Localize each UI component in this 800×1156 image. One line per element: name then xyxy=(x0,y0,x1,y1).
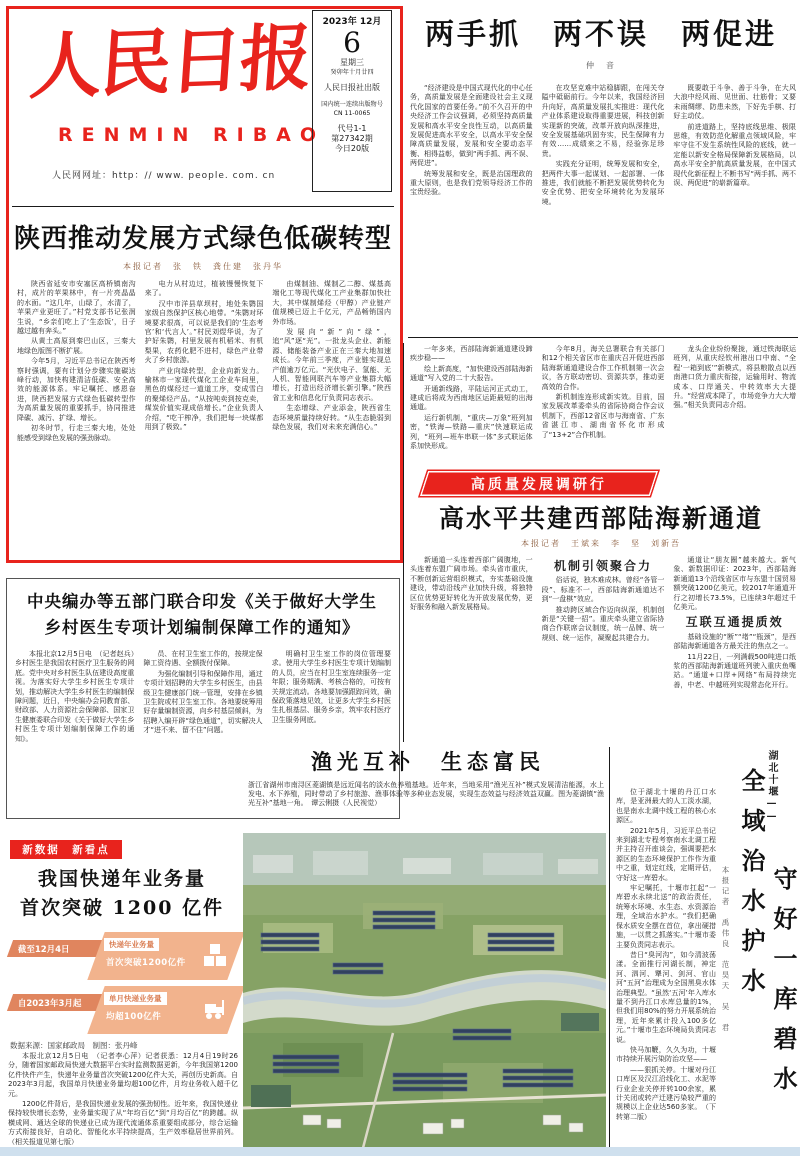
infographic-band1-tab: 快递年业务量 xyxy=(104,938,159,951)
lead-col-1 xyxy=(17,280,136,550)
paragraph: 本报北京12月5日电 （记者李心萍）记者获悉：12月4日19时26分，随着国家邮政局快递大数据平台实时监测数据更新，今年我国第1200亿件快件产生，快递年业务量首次突破1200亿件大关，再创历史新高。自2023年3月起，我国单月快递业务量均超100亿件，月均业务收入超千亿元。 xyxy=(8,1052,238,1098)
infographic-band2-tab: 单月快递业务量 xyxy=(104,992,167,1005)
section-divider xyxy=(408,337,798,338)
pages-today: 今日20版 xyxy=(334,143,370,153)
shiyan-body xyxy=(616,788,716,1148)
paragraph: 产业向绿转型，企业向新发力。榆林市一家现代煤化工企业车间里，黑色的煤经过一道道工序，变成雪白的聚烯烃产品。“从按吨卖到按克卖，煤炭价值实现成倍增长。”企业负责人介绍，“吃干榨净，我们把每一块煤都用到了极致。” xyxy=(144,366,264,432)
corridor-subhead-1: 机制引领聚合力 xyxy=(554,559,653,573)
paragraph: 在攻坚克难中站稳脚跟，在闯关夺隘中砥砺前行。今年以来，我国经济回升向好，高质量发展扎实推进：现代化产业体系建设取得重要进展，科技创新实现新的突破，改革开放向纵深推进，安全发展基础巩固夯实，民生保障有力有效……成绩来之不易，经验弥足珍贵。 xyxy=(541,84,665,158)
column-divider xyxy=(609,747,610,1148)
photo-caption: 浙江省湖州市南浔区菱湖镇是远近闻名的淡水鱼养殖基地。近年来，当地采用“渔光互补”模式发展清洁能源，水上发电、水下养殖，同时带动了乡村旅游、渔事体验等多种业态发展，实现生态效益与经济效益双赢。图为菱湖镇“渔光互补”基地一角。 谭云俐摄（人民视觉） xyxy=(248,781,604,808)
notice-col-2 xyxy=(143,650,262,808)
issue-number: 第27342期 xyxy=(331,133,373,143)
corridor-col-3-text xyxy=(673,633,796,690)
page-bottom-band xyxy=(0,1147,800,1156)
editorial-body xyxy=(410,84,796,332)
express-infographic xyxy=(8,930,238,1036)
corridor-intro-col-3 xyxy=(673,345,796,467)
corridor-col-2 xyxy=(542,556,665,740)
shiyan-kicker: 湖北十堰—— xyxy=(766,750,777,824)
paragraph: 统筹发展和安全，既是治国理政的重大原则，也是我们党领导经济工作的宝贵经验。 xyxy=(410,169,533,197)
news-badge: 新数据 新看点 xyxy=(10,840,122,859)
paragraph: “经济建设是中国式现代化的中心任务，高质量发展是全面建设社会主义现代化国家的首要任务。”前不久召开的中央经济工作会议强调，必须坚持高质量发展和高水平安全良性互动，以高质量发展促进高水平安全，以高水平安全保障高质量发展，发展和安全要动态平衡、相得益彰，做到“两手抓、两不误、两促进”。 xyxy=(410,84,533,168)
paragraph: 汉中市洋县草坝村，地处朱鹮国家级自然保护区核心地带。“朱鹮对环境要求很高，可以说是我们的‘生态考官’和‘代言人’。”村民刘煜华说，为了护好朱鹮，村里发展有机稻米、有机梨果，农药化肥不进村，绿色产业带火了乡村旅游。 xyxy=(144,299,264,365)
masthead-divider xyxy=(12,206,394,207)
paragraph: 由煤制油、煤制乙二醇、煤基高端化工等现代煤化工产业集群加快壮大，其中煤制烯烃（甲醇）产业链产值规模已迈上千亿元，产品畅销国内外市场。 xyxy=(272,280,392,326)
paragraph: 员、在村卫生室工作的，按规定保障工资待遇、全额拨付保障。 xyxy=(143,650,263,668)
paragraph: 俗话说，独木难成林。曾经“各管一段”、标准不一，西部陆海新通道达不到“一盘棋”效应。 xyxy=(541,576,665,604)
paragraph: 开通新线路，平陆运河正式动工，建成后将成为西南地区运距最短的出海通道。 xyxy=(410,384,533,412)
package-icon xyxy=(202,942,228,968)
forklift-icon xyxy=(202,996,228,1022)
paragraph: ——狠抓关停。十堰对丹江口库区及汉江沿线化工、水泥等行业企业关停并转100余家，累计关闭或转产迁建污染较严重的规模以上企业达560多家。 （下转第二版） xyxy=(616,1065,716,1121)
paragraph: 本报北京12月5日电 （记者赵兵）乡村医生是我国农村医疗卫生服务的网底。党中央对乡村医生队伍建设高度重视。为落实好大学生乡村医生专项计划，推动解决大学生乡村医生的编制保障问题，近日，中央编办会同教育部、财政部、人力资源社会保障部、国家卫生健康委联合印发《关于做好大学生乡村医生专项计划编制保障工作的通知》。 xyxy=(15,650,135,743)
notice-headline-line-2: 乡村医生专项计划编制保障工作的通知》 xyxy=(44,618,360,637)
lead-col-3 xyxy=(272,280,391,550)
paragraph: 龙头企业纷纷聚拢，通过铁海联运班列，从重庆经钦州港出口中南、“全程‘一箱到底’”新模式，将县粮散点以西南港口货力重庆衔接，运输用时、物流成本、口岸通关、中转效率大大提升。“经营成本降了，市场竞争力大大增强。”相关负责同志介绍。 xyxy=(673,345,797,410)
paragraph: 一年多来，西部陆海新通道建设蹄疾步稳—— xyxy=(410,345,533,363)
paragraph: 明确村卫生室工作的岗位管理要求。使用大学生乡村医生专项计划编制的人员，应当在村卫生室连续服务一定年限；服务期满、考核合格的，可按有关规定流动。各地要加强跟踪问效，确保政策落地见效，让更多大学生乡村医生扎根基层、服务乡亲，筑牢农村医疗卫生服务网底。 xyxy=(271,650,391,724)
paragraph: 绘上新高度，“加快建设西部陆海新通道”写入党的二十大报告。 xyxy=(410,364,533,383)
paragraph: 电力从村边过，植被慢慢恢复下来了。 xyxy=(144,280,264,298)
paragraph: 推动跨区域合作迈向纵深，机制创新是“关键一招”。重庆牵头建立省际协商合作联席会议制度，统一品牌、统一规则、统一运作，凝聚起共建合力。 xyxy=(541,605,665,642)
lead-col-2 xyxy=(145,280,264,550)
newspaper-title: 人民日报 xyxy=(27,13,313,110)
paragraph: 1200亿件背后，是我国快递业发展的强劲韧性。近年来，我国快递业保持较快增长态势，业务量实现了从“年均百亿”到“月均百亿”的跨越。纵横成网、通达全球的快递业已成为现代流通体系重要组成部分，综合运输方式衔接良好，自动化、智能化水平持续提高，生产效率稳居世界前列。（相关报道见第七版） xyxy=(8,1100,238,1146)
express-headline-line-2: 首次突破 1200 亿件 xyxy=(19,897,225,919)
lead-article-body xyxy=(17,280,391,550)
lead-article-byline: 本报记者 张 铁 龚仕建 张丹华 xyxy=(123,262,283,271)
shiyan-byline: 本报记者 禹伟良 范昊天 吴 君 xyxy=(721,866,730,1034)
paragraph: 实践充分证明，统筹发展和安全，把两件大事一起谋划、一起部署、一体推进，我们就能不断把发展优势转化为安全优势、把安全环境转化为发展环境。 xyxy=(541,160,665,206)
date-lunar: 癸卯年十月廿四 xyxy=(330,68,374,77)
corridor-body xyxy=(410,556,796,740)
newspaper-website-link[interactable]: 人民网网址：http：// www. people. com. cn xyxy=(52,171,276,181)
paragraph: 牢记嘱托，十堰市扛起“一库碧水永续北送”的政治责任，统筹水环境、水生态、水资源治理，全域治水护水。“我们把确保水质安全摆在首位，拿出硬措施，一以贯之抓落实。”十堰市委主要负责同志表示。 xyxy=(616,884,716,949)
shiyan-title-column-1: 全域治水护水 xyxy=(737,768,765,1008)
paragraph: 陕西省延安市安塞区高桥镇南沟村，成片的苹果林中，有一片亮晶晶的水面。“这几年，山绿了，水清了，苹果产业更旺了。”村党支部书记张润生说，“乡亲们吃上了‘生态饭’，日子越过越有奔头。” xyxy=(17,280,136,336)
corridor-byline: 本报记者 王斌来 李 坚 刘新吾 xyxy=(521,539,681,548)
corridor-stats: 通道让“朋友圈”越来越大。新气象、新数据印证：2023年，西部陆海新通道13个沿线省区市与东盟十国贸易额突破1200亿美元，较2017年通道开行之初增长73.5%，已连续3年超过千亿美元。 xyxy=(673,556,797,612)
publisher: 人民日报社出版 xyxy=(324,83,380,93)
infographic-source: 数据来源：国家邮政局 制图：张丹峰 xyxy=(10,1041,138,1050)
paragraph: 前进道路上，坚持底线思维、极限思维，有效防范化解重点领域风险，牢牢守住不发生系统性风险的底线，就一定能以新安全格局保障新发展格局，以高水平安全护航高质量发展，在中国式现代化新征程上不断书写“两手抓、两不误、两促进”的崭新篇章。 xyxy=(673,122,797,188)
paragraph: 昔日“臭河沟”，如今清波荡漾。全面推行河湖长制，神定河、泗河、犟河、剑河、官山河“五河”治理成为全国黑臭水体治理典型。“虽然‘五河’年入库水量不到丹江口水库总量的1%，但我们用80%的努力开展系统治理，近年来累计投入100多亿元。”十堰市生态环境局负责同志说。 xyxy=(616,950,716,1044)
paragraph: 位于湖北十堰的丹江口水库，是亚洲最大的人工淡水湖，也是南水北调中线工程的核心水源区。 xyxy=(616,788,716,825)
express-body xyxy=(8,1052,238,1148)
express-headline-line-1: 我国快递年业务量 xyxy=(37,868,206,890)
infographic-band2-label: 自2023年3月起 xyxy=(7,994,123,1011)
notice-col-1 xyxy=(15,650,134,808)
paragraph: 基础设施的“断”“堵”“瓶颈”，是西部陆海新通道各方最关注的焦点之一。 xyxy=(673,632,797,651)
paragraph: 发展向“新”向“绿”，追“风”逐“光”。一批龙头企业、新能源、储能装备产业正在三秦大地加速成长。今年前三季度，产业链实现总产值逾万亿元。“光伏电子、氢能、无人机、智能网联汽车等产业集群大幅增长，打造出经济增长新引擎。”陕西省工业和信息化厅负责同志表示。 xyxy=(272,328,392,402)
infographic-band2 xyxy=(87,986,244,1034)
shiyan-title-column-2: 守好一库碧水 xyxy=(769,866,797,1106)
date-box xyxy=(312,10,392,192)
aerial-photo xyxy=(243,833,606,1148)
infographic-band1 xyxy=(87,932,244,980)
paragraph: 从黄土高原到秦巴山区，三秦大地绿色版图不断扩展。 xyxy=(17,337,136,355)
infographic-band2-value: 均超100亿件 xyxy=(106,1012,162,1022)
infographic-band1-value: 首次突破1200亿件 xyxy=(106,958,186,968)
paragraph: 新通道一头连着西部广阔腹地，一头连着东盟广阔市场。牵头省市重庆，不断创新运营组织模式，夯实基础设施建设，带动沿线产业加快升级，将独特区位优势更好转化为开放发展优势，更好服务和融入新发展格局。 xyxy=(410,556,533,612)
paragraph: 11月22日，一列满载500吨进口纸浆的西部陆海新通道班列驶入重庆鱼嘴站。“通道+口岸+网络”布局持续完善，中老、中越班列实现常态化开行。 xyxy=(673,652,797,689)
date-line: 2023年 12月 xyxy=(322,17,382,27)
corridor-col-3 xyxy=(673,556,796,740)
lead-article-headline: 陕西推动发展方式绿色低碳转型 xyxy=(13,224,392,254)
corridor-headline: 高水平共建西部陆海新通道 xyxy=(438,504,763,533)
corridor-col-1 xyxy=(410,556,533,740)
paragraph: 新机制连连形成新实效。目前，国家发展改革委牵头的省际协商合作会议机制下，西部12省区市与海南省、广东省湛江市、湖南省怀化市形成了“13+2”合作机制。 xyxy=(541,393,665,439)
issn: CN 11-0065 xyxy=(333,108,371,117)
paragraph: 为强化编制引导和保障作用，通过专项计划招聘的大学生乡村医生，由县级卫生健康部门统一管理，安排在乡镇卫生院或村卫生室工作。各地要统筹用好存量编制资源，向乡村基层倾斜，为招聘入编开辟“绿色通道”，切实解决人才“进不来、留不住”问题。 xyxy=(143,669,263,735)
newspaper-title-latin: RENMIN RIBAO xyxy=(58,124,326,146)
paragraph: 既要敢于斗争、善于斗争，在大风大浪中经风雨、见世面、壮筋骨；又要未雨绸缪、防患未然，下好先手棋、打好主动仗。 xyxy=(673,84,797,121)
corridor-intro xyxy=(410,345,796,467)
editorial-col-3 xyxy=(673,84,796,332)
paragraph: 快马加鞭，久久为功，十堰市持续开展污染防治攻坚—— xyxy=(616,1045,716,1064)
editorial-headline: 两手抓 两不误 两促进 xyxy=(424,17,777,51)
date-day: 6 xyxy=(343,26,361,60)
series-banner xyxy=(420,471,658,496)
corridor-col-2-text xyxy=(542,576,665,643)
date-weekday: 星期三 xyxy=(340,58,364,68)
editorial-col-2 xyxy=(542,84,665,332)
corridor-intro-col-2 xyxy=(542,345,665,467)
series-banner-label: 高质量发展调研行 xyxy=(471,476,607,493)
photo-story-headline: 渔光互补 生态富民 xyxy=(311,750,545,774)
paragraph: 今年8月，海关总署联合有关部门和12个相关省区市在重庆召开促进西部陆海新通道建设合作工作机制第一次会议，各方联动密切、资源共享，推动更高效的合作。 xyxy=(541,345,665,391)
editorial-col-1 xyxy=(410,84,533,332)
paragraph: 运行新机制，“重庆—万象”班列加密，“铁海—铁路—重庆”快速联运成列，“班列—班车串联一体”多式联运体系加快形成。 xyxy=(410,413,533,451)
issn-label: 国内统一连续出版物号 xyxy=(321,100,383,109)
paragraph: 2021年5月，习近平总书记来到湖北专程考察南水北调工程并主持召开座谈会，强调要把水源区的生态环境保护工作作为重中之重，划定红线，定期评估，守好这一库碧水。 xyxy=(616,826,716,882)
notice-headline-line-1: 中央编办等五部门联合印发《关于做好大学生 xyxy=(27,592,377,611)
corridor-intro-col-1 xyxy=(410,345,533,467)
editorial-byline: 仲 音 xyxy=(586,61,616,70)
paragraph: 初冬时节，行走三秦大地，处处能感受到绿色发展的强劲脉动。 xyxy=(17,424,136,442)
corridor-subhead-2: 互联互通提质效 xyxy=(685,615,784,630)
infographic-band1-label: 截至12月4日 xyxy=(7,940,117,957)
postal-code: 代号1-1 xyxy=(337,123,367,133)
paragraph: 生态增绿、产业添金，陕西省生态环境质量持续好转。“从生态脆弱到绿色发展，我们对未来充满信心。” xyxy=(272,404,392,432)
paragraph: 今年5月，习近平总书记在陕西考察时强调，要有计划分步骤实施碳达峰行动，加快构建清洁低碳、安全高效的能源体系。牢记嘱托、感恩奋进，陕西把发展方式绿色低碳转型作为高质量发展的重要抓手，协同推进降碳、减污、扩绿、增长。 xyxy=(17,357,136,422)
column-divider xyxy=(403,343,404,742)
